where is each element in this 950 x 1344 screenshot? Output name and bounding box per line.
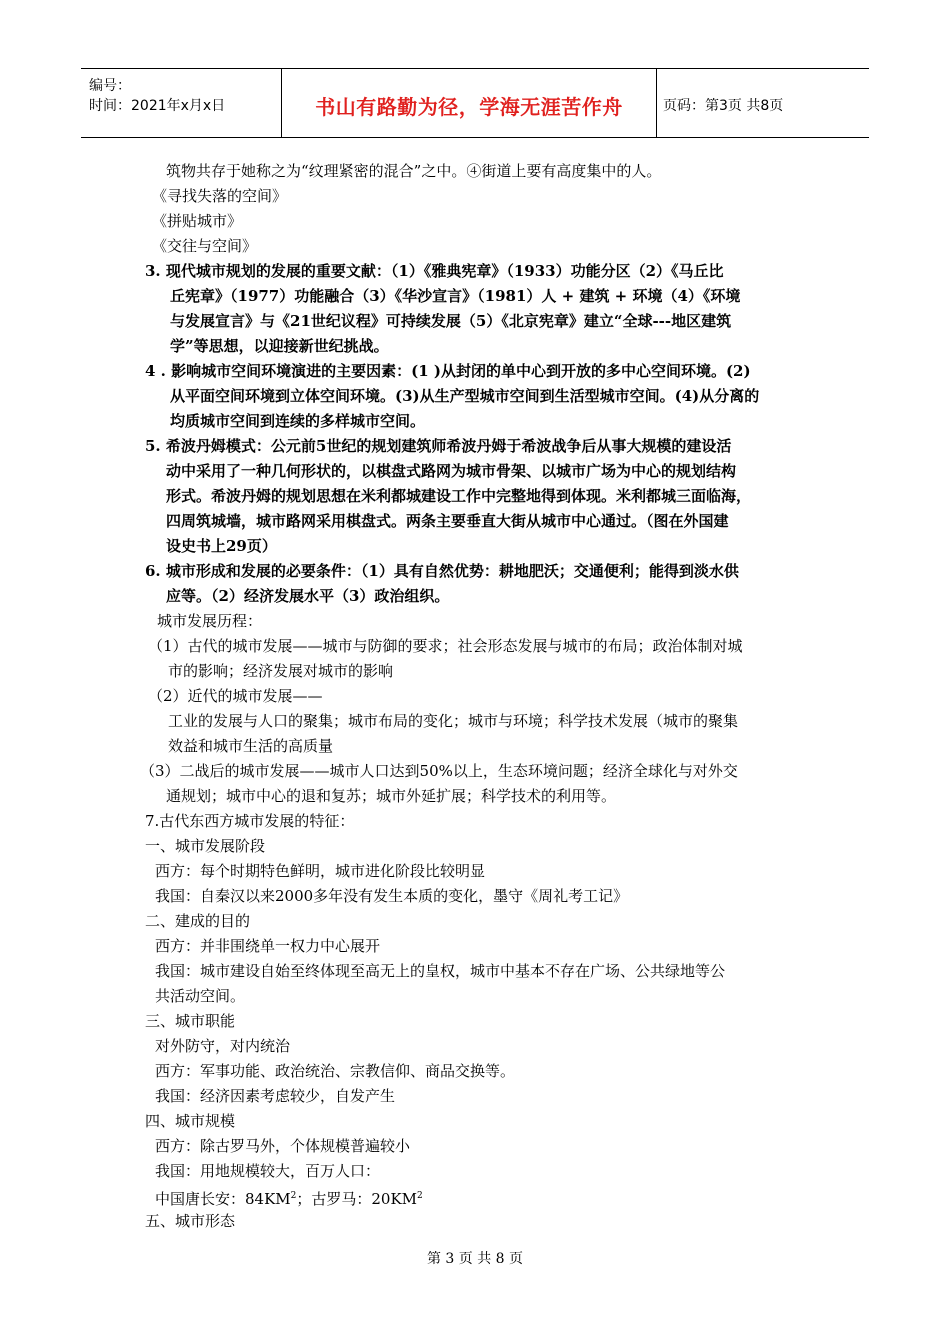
text-line: 市的影响；经济发展对城市的影响 — [168, 662, 394, 680]
area-changan: 中国唐长安：84KM — [155, 1190, 291, 1208]
item-5-line: 四周筑城墙，城市路网采用棋盘式。两条主要垂直大街从城市中心通过。（图在外国建 — [166, 512, 729, 530]
text-line: （3）二战后的城市发展——城市人口达到50%以上，生态环境问题；经济全球化与对外交 — [140, 762, 738, 780]
header-meta-cell — [81, 69, 282, 137]
time-label: 时间：2021年x月x日 — [89, 98, 226, 114]
page-code: 页码：第3页 共8页 — [663, 98, 784, 114]
text-line: 对外防守，对内统治 — [155, 1037, 291, 1055]
text-line: 我国：用地规模较大，百万人口： — [155, 1162, 381, 1180]
text-line: 我国：自秦汉以来2000多年没有发生本质的变化，墨守《周礼考工记》 — [155, 887, 629, 905]
code-label: 编号： — [89, 78, 131, 94]
item-5-line: 5. 希波丹姆模式：公元前5世纪的规划建筑师希波丹姆于希波战争后从事大规模的建设活 — [145, 437, 732, 455]
header-motto-cell — [282, 69, 657, 137]
text-line: 西方：并非围绕单一权力中心展开 — [155, 937, 381, 955]
area-comparison-line — [155, 1185, 423, 1210]
motto: 书山有路勤为径，学海无涯苦作舟 — [315, 95, 623, 119]
item-5-line: 动中采用了一种几何形状的，以棋盘式路网为城市骨架、以城市广场为中心的规划结构 — [166, 462, 737, 480]
subsection-heading: 三、城市职能 — [145, 1012, 236, 1030]
text-line: 工业的发展与人口的聚集；城市布局的变化；城市与环境；科学技术发展（城市的聚集 — [168, 712, 739, 730]
header-page-cell — [657, 69, 869, 137]
superscript-2: 2 — [417, 1191, 423, 1201]
book-title: 《拼贴城市》 — [152, 212, 243, 230]
subsection-heading: 一、城市发展阶段 — [145, 837, 266, 855]
text-line: 筑物共存于她称之为“纹理紧密的混合”之中。④街道上要有高度集中的人。 — [166, 162, 662, 180]
text-line: （1）古代的城市发展——城市与防御的要求；社会形态发展与城市的布局；政治体制对城 — [148, 637, 743, 655]
item-5-line: 形式。希波丹姆的规划思想在米利都城建设工作中完整地得到体现。米利都城三面临海， — [166, 487, 752, 505]
item-4-line: 从平面空间环境到立体空间环境。(3)从生产型城市空间到生活型城市空间。(4)从分离的 — [170, 387, 760, 405]
item-4-line: 均质城市空间到连续的多样城市空间。 — [170, 412, 426, 430]
item-6-line: 6. 城市形成和发展的必要条件：（1）具有自然优势：耕地肥沃；交通便利；能得到淡水供 — [145, 562, 739, 580]
subsection-heading: 四、城市规模 — [145, 1112, 236, 1130]
item-3-line: 与发展宣言》与《21世纪议程》可持续发展（5）《北京宪章》建立“全球---地区建筑 — [170, 312, 732, 330]
item-3-line: 学”等思想，以迎接新世纪挑战。 — [170, 337, 389, 355]
book-title: 《寻找失落的空间》 — [152, 187, 288, 205]
text-line: 西方：军事功能、政治统治、宗教信仰、商品交换等。 — [155, 1062, 516, 1080]
item-4-line: 4 . 影响城市空间环境演进的主要因素：(1 )从封闭的单中心到开放的多中心空间环境。(2) — [145, 362, 751, 380]
text-line: 我国：经济因素考虑较少，自发产生 — [155, 1087, 396, 1105]
text-line: 西方：除古罗马外，个体规模普遍较小 — [155, 1137, 411, 1155]
subsection-heading: 五、城市形态 — [145, 1212, 236, 1230]
book-title: 《交往与空间》 — [152, 237, 258, 255]
subsection-heading: 二、建成的目的 — [145, 912, 251, 930]
text-line: 西方：每个时期特色鲜明，城市进化阶段比较明显 — [155, 862, 486, 880]
text-line: （2）近代的城市发展—— — [148, 687, 323, 705]
item-6-line: 应等。（2）经济发展水平（3）政治组织。 — [166, 587, 450, 605]
text-line: 通规划；城市中心的退和复苏；城市外延扩展；科学技术的利用等。 — [166, 787, 617, 805]
superscript-2: 2 — [290, 1191, 297, 1201]
area-rome: ；古罗马：20KM — [296, 1190, 418, 1208]
page-footer: 第 3 页 共 8 页 — [426, 1251, 524, 1267]
text-line: 我国：城市建设自始至终体现至高无上的皇权，城市中基本不存在广场、公共绿地等公 — [155, 962, 726, 980]
item-3-line: 3. 现代城市规划的发展的重要文献：（1）《雅典宪章》（1933）功能分区（2）《马丘比 — [145, 262, 724, 280]
item-7-heading: 7.古代东西方城市发展的特征： — [145, 812, 355, 830]
page-header — [81, 68, 869, 138]
item-3-line: 丘宪章》（1977）功能融合（3）《华沙宣言》（1981）人 + 建筑 + 环境（4）《环境 — [170, 287, 741, 305]
item-5-line: 设史书上29页） — [166, 537, 277, 555]
text-line: 效益和城市生活的高质量 — [168, 737, 334, 755]
section-heading: 城市发展历程： — [157, 612, 263, 630]
text-line: 共活动空间。 — [155, 987, 246, 1005]
